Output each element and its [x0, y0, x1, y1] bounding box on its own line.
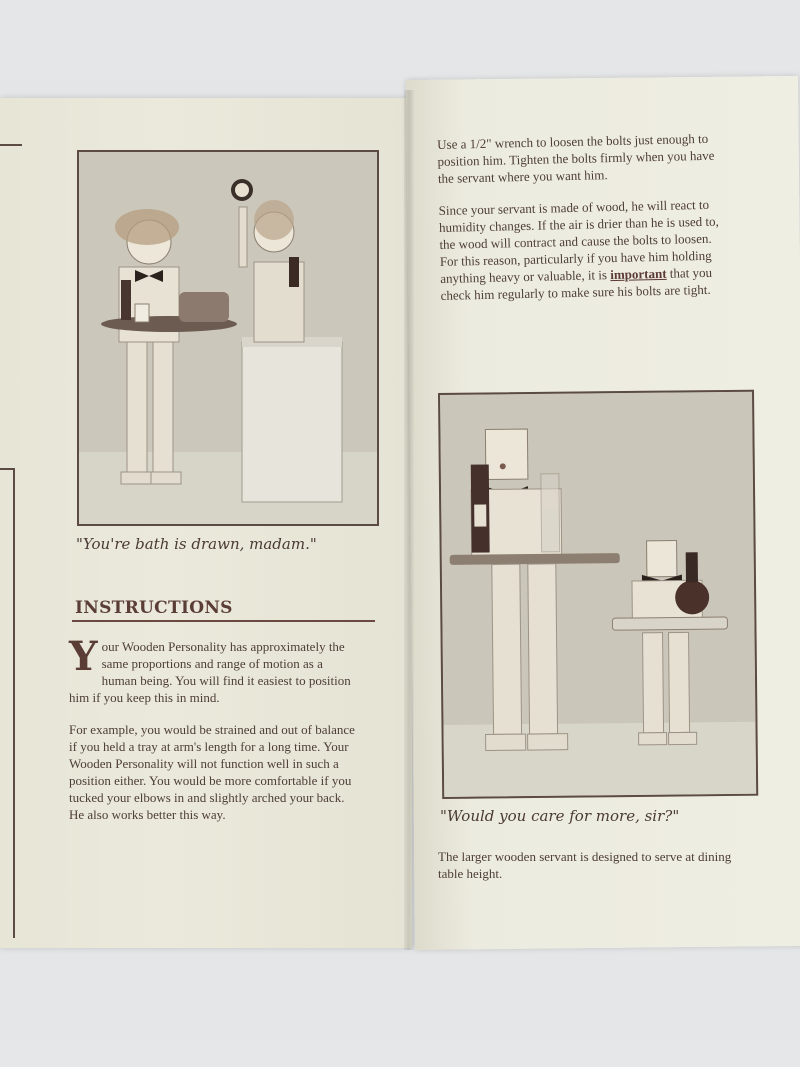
humidity-text-a: Since your servant is made of wood, he will react to humidity changes. If the air is drier than he is used to, the wood will contract and cause the bolts to loosen. For this reason, particularly if you have him holding anything heavy or valuable, it is [438, 196, 719, 286]
humidity-text-b: that you check him regularly to make sure his bolts are tight. [440, 264, 713, 303]
photo-dining-servants [438, 390, 758, 799]
previous-panel-frame [0, 468, 14, 470]
page-fold [404, 90, 414, 950]
left-instructions-text [69, 633, 357, 838]
heading-rule [72, 620, 375, 622]
photo-caption-bath: "You're bath is drawn, madam." [76, 535, 317, 553]
instructions-heading: INSTRUCTIONS [75, 598, 233, 618]
wrench-paragraph: Use a 1/2" wrench to loosen the bolts just enough to position him. Tighten the bolts firmly when you have the servant where you want him. [437, 130, 715, 186]
intro-text: our Wooden Personality has approximately the same proportions and range of motion as a human being. You will find it easiest to position him if you keep this in mind. [69, 639, 351, 705]
caption-note: The larger wooden servant is designed to serve at dining table height. [438, 849, 732, 881]
dropcap: Y [69, 633, 98, 680]
photo-bath-servants [77, 150, 379, 526]
photo-bath-servants-illustration [79, 152, 377, 524]
photo-dining-servants-illustration [440, 392, 756, 797]
right-instructions-text [437, 130, 723, 319]
example-paragraph: For example, you would be strained and out of balance if you held a tray at arm's length for a long time. Your Wooden Personality will not function well in such a position either. You would be more comfortable if you tucked your elbows in and slightly arched your back. He also works better this way. [69, 722, 355, 822]
photo-caption-dining: "Would you care for more, sir?" [440, 807, 680, 825]
humidity-paragraph [438, 196, 722, 304]
previous-panel-frame-side [13, 468, 15, 938]
important-emphasis: important [610, 265, 667, 283]
previous-panel-rule [0, 144, 22, 146]
intro-paragraph [69, 633, 357, 706]
